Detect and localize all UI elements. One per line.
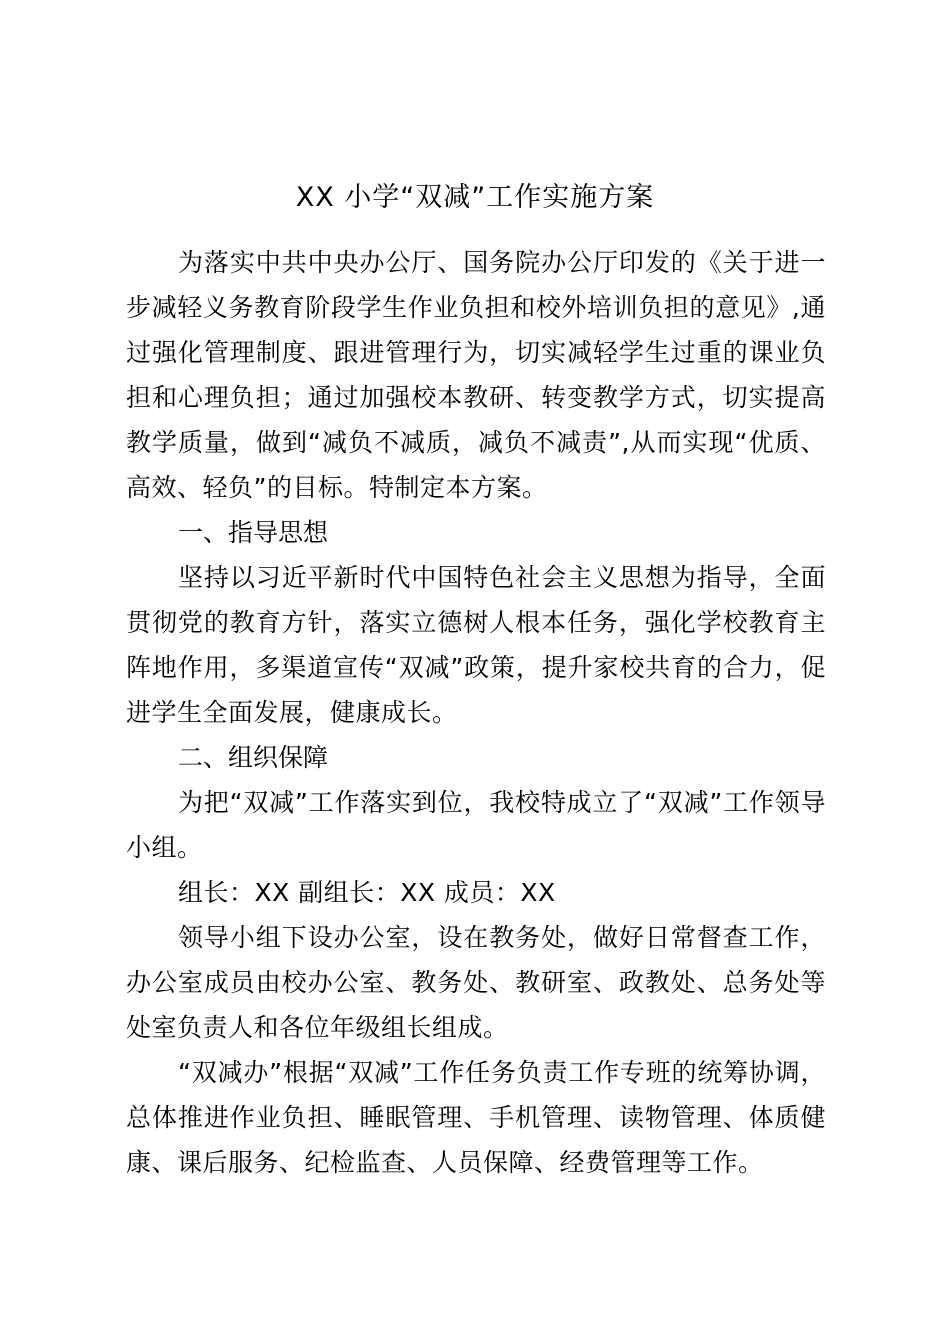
office-duties-paragraph: “双减办”根据“双减”工作任务负责工作专班的统筹协调，总体推进作业负担、睡眠管理、手机管理、读物管理、体质健康、课后服务、纪检监查、人员保障、经费管理等工作。	[126, 1058, 826, 1177]
intro-paragraph: 为落实中共中央办公厅、国务院办公厅印发的《关于进一步减轻义务教育阶段学生作业负担和校外培训负担的意见》,通过强化管理制度、跟进管理行为，切实减轻学生过重的课业负担和心理负担；通过加强校本教研、转变教学方式，切实提高教学质量，做到“减负不减质，减负不减责”,从而实现“优质、高效、轻负”的目标。特制定本方案。	[126, 248, 826, 502]
document-title: XX 小学“双减”工作实施方案	[295, 182, 655, 213]
office-paragraph: 领导小组下设办公室，设在教务处，做好日常督查工作，办公室成员由校办公室、教务处、教研室、政教处、总务处等处室负责人和各位年级组长组成。	[126, 923, 826, 1042]
section-heading-guiding-ideology: 一、指导思想	[178, 518, 329, 547]
document-body	[126, 240, 826, 1185]
leadership-members-line: 组长：XX 副组长：XX 成员：XX	[178, 878, 556, 907]
guiding-ideology-paragraph: 坚持以习近平新时代中国特色社会主义思想为指导，全面贯彻党的教育方针，落实立德树人根本任务，强化学校教育主阵地作用，多渠道宣传“双减”政策，提升家校共育的合力，促进学生全面发展，健康成长。	[126, 563, 826, 727]
organization-paragraph: 为把“双减”工作落实到位，我校特成立了“双减”工作领导小组。	[126, 788, 826, 862]
section-heading-organization: 二、组织保障	[178, 743, 329, 772]
